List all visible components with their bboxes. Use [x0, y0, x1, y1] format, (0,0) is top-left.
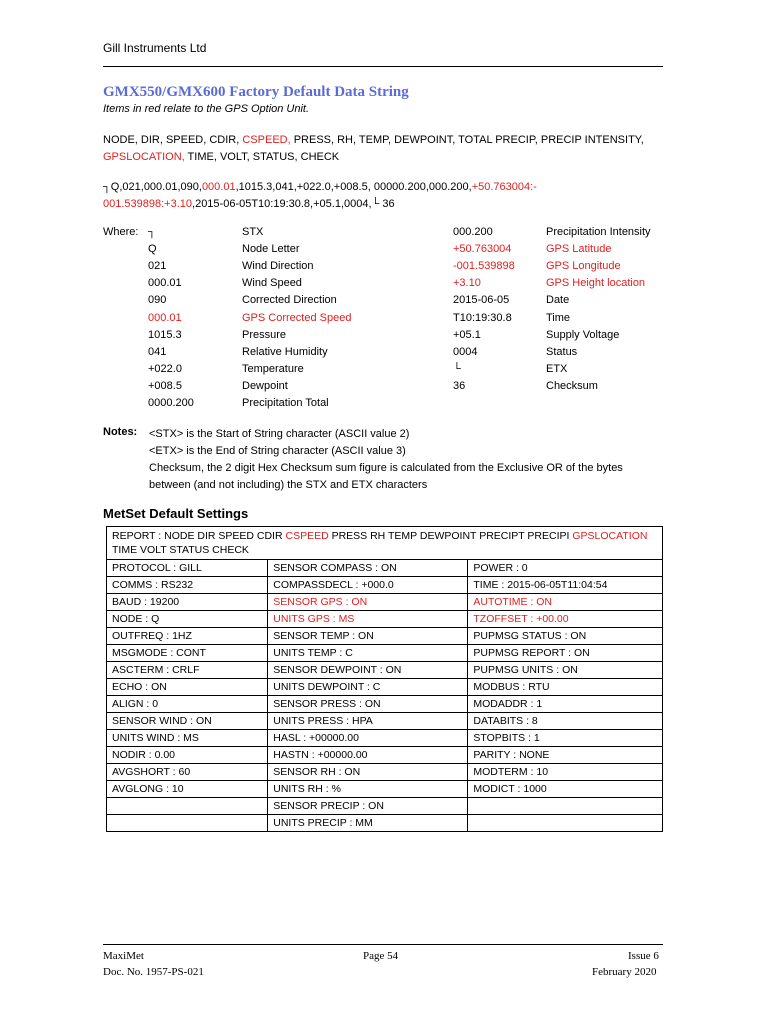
table-row [107, 662, 663, 679]
text-run: TIME VOLT STATUS CHECK [112, 544, 249, 556]
text-run: GPSLOCATION, [103, 151, 185, 163]
where-value: 36 [453, 379, 466, 392]
table-cell: STOPBITS : 1 [468, 730, 663, 747]
where-value: -001.539898 [453, 260, 515, 273]
table-cell: UNITS WIND : MS [107, 730, 268, 747]
notes-label: Notes: [103, 426, 138, 438]
table-cell: COMMS : RS232 [107, 577, 268, 594]
where-label: Where: [103, 226, 139, 238]
where-value: └ [453, 362, 461, 375]
where-description: ETX [546, 362, 568, 375]
table-cell: OUTFREQ : 1HZ [107, 628, 268, 645]
table-cell: SENSOR PRECIP : ON [268, 798, 468, 815]
table-cell: UNITS PRECIP : MM [268, 815, 468, 832]
table-cell: MODTERM : 10 [468, 764, 663, 781]
where-value: 000.01 [148, 277, 182, 290]
table-row [107, 560, 663, 577]
where-description: STX [242, 226, 264, 238]
table-cell: SENSOR RH : ON [268, 764, 468, 781]
table-cell [107, 798, 268, 815]
table-cell: PUPMSG UNITS : ON [468, 662, 663, 679]
data-string-line-1 [103, 181, 537, 193]
fields-line-1 [103, 134, 644, 146]
where-description: Checksum [546, 379, 598, 392]
table-row [107, 798, 663, 815]
where-value: 000.200 [453, 226, 493, 238]
table-cell: NODIR : 0.00 [107, 747, 268, 764]
where-description: Precipitation Intensity [546, 226, 651, 238]
where-value: +022.0 [148, 362, 182, 375]
table-cell: SENSOR TEMP : ON [268, 628, 468, 645]
table-cell: PUPMSG REPORT : ON [468, 645, 663, 662]
table-cell: PROTOCOL : GILL [107, 560, 268, 577]
table-cell [107, 815, 268, 832]
where-value: 021 [148, 260, 167, 273]
where-value: 0004 [453, 345, 478, 358]
where-value: 000.01 [148, 311, 182, 324]
metset-table [106, 526, 663, 832]
table-row [107, 713, 663, 730]
where-description: Temperature [242, 362, 304, 375]
where-description: Corrected Direction [242, 294, 337, 307]
table-row [107, 577, 663, 594]
table-cell: SENSOR GPS : ON [268, 594, 468, 611]
text-run: +50.763004:- [471, 181, 537, 193]
table-cell: SENSOR PRESS : ON [268, 696, 468, 713]
table-cell: TIME : 2015-06-05T11:04:54 [468, 577, 663, 594]
note-line: between (and not including) the STX and ETX characters [149, 479, 428, 491]
text-run: GPSLOCATION [572, 530, 648, 542]
note-line: Checksum, the 2 digit Hex Checksum sum figure is calculated from the Exclusive OR of the bytes [149, 462, 623, 474]
table-row [107, 696, 663, 713]
text-run: ┐Q,021,000.01,090, [103, 181, 202, 193]
where-description: Relative Humidity [242, 345, 328, 358]
where-description: GPS Latitude [546, 243, 612, 256]
table-row [107, 815, 663, 832]
header-company: Gill Instruments Ltd [103, 41, 207, 55]
text-run: ,2015-06-05T10:19:30.8,+05.1,0004, [192, 198, 372, 210]
where-value: +008.5 [148, 379, 182, 392]
table-cell: COMPASSDECL : +000.0 [268, 577, 468, 594]
table-row [107, 730, 663, 747]
table-row [107, 594, 663, 611]
table-cell: UNITS GPS : MS [268, 611, 468, 628]
table-cell: ALIGN : 0 [107, 696, 268, 713]
table-cell: HASTN : +00000.00 [268, 747, 468, 764]
note-line: <ETX> is the End of String character (ASCII value 3) [149, 445, 406, 457]
table-cell: UNITS DEWPOINT : C [268, 679, 468, 696]
where-description: GPS Corrected Speed [242, 311, 352, 324]
where-description: Status [546, 345, 578, 358]
table-cell: ASCTERM : CRLF [107, 662, 268, 679]
table-cell: AVGSHORT : 60 [107, 764, 268, 781]
table-row [107, 679, 663, 696]
table-cell: AUTOTIME : ON [468, 594, 663, 611]
table-row [107, 747, 663, 764]
where-value: T10:19:30.8 [453, 311, 512, 324]
where-value: 090 [148, 294, 167, 307]
where-description: GPS Height location [546, 277, 646, 290]
table-cell: SENSOR DEWPOINT : ON [268, 662, 468, 679]
where-value: 1015.3 [148, 328, 182, 341]
metset-heading: MetSet Default Settings [103, 506, 249, 521]
where-description: Supply Voltage [546, 328, 620, 341]
where-description: Pressure [242, 328, 287, 341]
table-row [107, 628, 663, 645]
where-value: +50.763004 [453, 243, 512, 256]
table-cell: MODBUS : RTU [468, 679, 663, 696]
where-description: Wind Direction [242, 260, 314, 273]
where-value: 0000.200 [148, 397, 194, 409]
table-cell: MODICT : 1000 [468, 781, 663, 798]
header-rule [103, 66, 663, 67]
table-row [107, 611, 663, 628]
text-run: TIME, VOLT, STATUS, CHECK [184, 151, 340, 163]
table-row [107, 527, 663, 560]
table-cell: PARITY : NONE [468, 747, 663, 764]
table-cell: HASL : +00000.00 [268, 730, 468, 747]
where-value: ┐ [148, 226, 156, 238]
footer-product: MaxiMet [103, 950, 144, 962]
table-cell: ECHO : ON [107, 679, 268, 696]
table-cell: UNITS TEMP : C [268, 645, 468, 662]
table-cell: MSGMODE : CONT [107, 645, 268, 662]
page-subtitle: Items in red relate to the GPS Option Unit. [103, 103, 310, 115]
table-cell: SENSOR COMPASS : ON [268, 560, 468, 577]
where-description: Date [546, 294, 570, 307]
footer-date: February 2020 [592, 966, 657, 978]
text-run: REPORT : NODE DIR SPEED CDIR [112, 530, 286, 542]
table-cell: TZOFFSET : +00.00 [468, 611, 663, 628]
where-value: 2015-06-05 [453, 294, 510, 307]
table-cell: MODADDR : 1 [468, 696, 663, 713]
table-cell: UNITS PRESS : HPA [268, 713, 468, 730]
where-description: Dewpoint [242, 379, 288, 392]
table-cell: DATABITS : 8 [468, 713, 663, 730]
where-description: GPS Longitude [546, 260, 621, 273]
text-run: CSPEED, [242, 134, 291, 146]
where-value: Q [148, 243, 157, 256]
text-run: CSPEED [285, 530, 329, 542]
table-cell: AVGLONG : 10 [107, 781, 268, 798]
where-value: +3.10 [453, 277, 481, 290]
table-cell: PUPMSG STATUS : ON [468, 628, 663, 645]
note-line: <STX> is the Start of String character (ASCII value 2) [149, 428, 410, 440]
table-cell [468, 815, 663, 832]
report-cell [107, 527, 663, 560]
table-cell: NODE : Q [107, 611, 268, 628]
where-value: +05.1 [453, 328, 481, 341]
text-run: PRESS RH TEMP DEWPOINT PRECIPT PRECIPI [328, 530, 573, 542]
footer-doc-no: Doc. No. 1957-PS-021 [103, 966, 204, 978]
text-run: ,1015.3,041,+022.0,+008.5, 00000.200,000.200, [235, 181, 472, 193]
page-title: GMX550/GMX600 Factory Default Data String [103, 84, 409, 100]
footer-rule [103, 944, 663, 945]
data-string-line-2 [103, 198, 395, 210]
footer-page: Page 54 [363, 950, 399, 962]
table-cell: SENSOR WIND : ON [107, 713, 268, 730]
where-description: Node Letter [242, 243, 300, 256]
where-description: Precipitation Total [242, 397, 329, 409]
text-run: 36 [379, 198, 395, 210]
table-cell: BAUD : 19200 [107, 594, 268, 611]
footer-issue: Issue 6 [628, 950, 659, 962]
table-cell [468, 798, 663, 815]
table-row [107, 781, 663, 798]
table-row [107, 764, 663, 781]
table-row [107, 645, 663, 662]
where-description: Wind Speed [242, 277, 302, 290]
where-description: Time [546, 311, 571, 324]
where-value: 041 [148, 345, 167, 358]
table-cell: POWER : 0 [468, 560, 663, 577]
table-cell: UNITS RH : % [268, 781, 468, 798]
text-run: PRESS, RH, TEMP, DEWPOINT, TOTAL PRECIP, PRECIP INTENSITY, [290, 134, 644, 146]
text-run: 001.539898:+3.10 [103, 198, 193, 210]
notes-body [149, 426, 669, 494]
text-run: 000.01 [201, 181, 236, 193]
fields-line-2 [103, 151, 339, 163]
text-run: └ [371, 198, 380, 210]
text-run: NODE, DIR, SPEED, CDIR, [103, 134, 243, 146]
